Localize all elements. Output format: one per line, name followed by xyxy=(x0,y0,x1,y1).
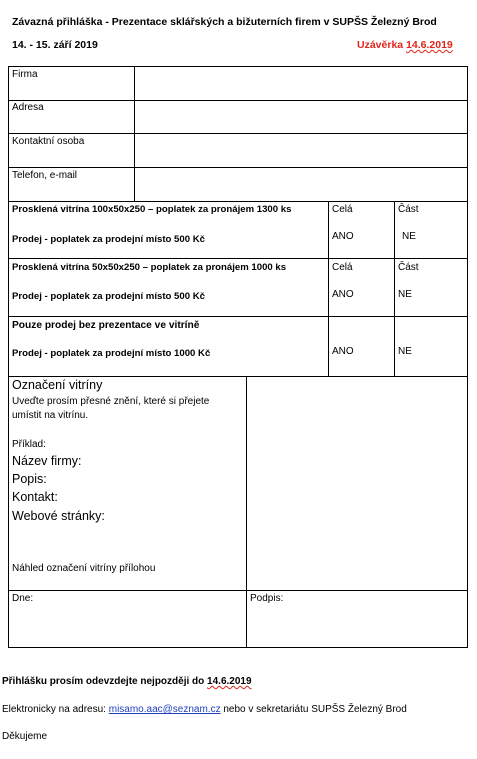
option-large-vitrine-sale: Prodej - poplatek za prodejní místo 500 Kč xyxy=(12,234,205,245)
electronic-submission xyxy=(2,704,407,715)
thanks-text: Děkujeme xyxy=(2,731,48,742)
event-dates: 14. - 15. září 2019 xyxy=(12,39,98,51)
firm-field[interactable] xyxy=(135,67,467,100)
date-label: Dne: xyxy=(12,593,34,604)
deadline xyxy=(357,39,453,51)
contact-person-label: Kontaktní osoba xyxy=(12,136,85,147)
example-description: Popis: xyxy=(12,472,47,486)
preview-note: Náhled označení vitríny přílohou xyxy=(12,563,156,574)
option-large-part-header: Část xyxy=(398,204,419,215)
return-date: 14.6.2019 xyxy=(207,676,252,687)
firm-label: Firma xyxy=(12,69,38,80)
option-small-whole-value[interactable]: ANO xyxy=(332,289,354,300)
option-sale-only-no-value[interactable]: NE xyxy=(398,346,412,357)
deadline-label: Uzávěrka xyxy=(357,39,404,51)
option-small-vitrine-title: Prosklená vitrína 50x50x250 – poplatek za pronájem 1000 ks xyxy=(12,262,287,273)
marking-instruction-line2: umístit na vitrínu. xyxy=(12,410,89,421)
electronic-prefix: Elektronicky na adresu: xyxy=(2,704,106,715)
option-small-part-value[interactable]: NE xyxy=(398,289,412,300)
contact-person-field[interactable] xyxy=(135,134,467,167)
option-small-part-header: Část xyxy=(398,262,419,273)
marking-text-field[interactable] xyxy=(247,377,467,590)
phone-email-label: Telefon, e-mail xyxy=(12,170,78,181)
option-sale-only-sale: Prodej - poplatek za prodejní místo 1000 Kč xyxy=(12,348,211,359)
return-text: Přihlášku prosím odevzdejte nejpozději do xyxy=(2,676,205,687)
address-field[interactable] xyxy=(135,101,467,133)
option-large-whole-header: Celá xyxy=(332,204,353,215)
option-small-whole-header: Celá xyxy=(332,262,353,273)
option-large-vitrine-title: Prosklená vitrína 100x50x250 – poplatek za pronájem 1300 ks xyxy=(12,204,292,215)
date-field[interactable] xyxy=(9,591,246,647)
address-label: Adresa xyxy=(12,102,44,113)
email-link[interactable]: misamo.aac@seznam.cz xyxy=(108,704,221,715)
option-large-part-value[interactable]: NE xyxy=(402,231,416,242)
example-firm-name: Název firmy: xyxy=(12,454,82,468)
example-website: Webové stránky: xyxy=(12,509,105,523)
return-instruction xyxy=(2,676,252,687)
form-title: Závazná přihláška - Prezentace sklářských a bižuterních firem v SUPŠS Železný Brod xyxy=(12,16,437,28)
example-label: Příklad: xyxy=(12,439,46,450)
option-small-vitrine-sale: Prodej - poplatek za prodejní místo 500 Kč xyxy=(12,291,205,302)
marking-heading: Označení vitríny xyxy=(12,378,103,392)
option-large-whole-value[interactable]: ANO xyxy=(332,231,354,242)
phone-email-field[interactable] xyxy=(135,168,467,201)
electronic-suffix: nebo v sekretariátu SUPŠS Železný Brod xyxy=(220,704,407,715)
signature-field[interactable] xyxy=(247,591,467,647)
option-sale-only-yes-value[interactable]: ANO xyxy=(332,346,354,357)
signature-label: Podpis: xyxy=(250,593,284,604)
option-sale-only-title: Pouze prodej bez prezentace ve vitríně xyxy=(12,320,200,331)
marking-instruction-line1: Uveďte prosím přesné znění, které si přejete xyxy=(12,396,210,407)
example-contact: Kontakt: xyxy=(12,490,58,504)
deadline-date: 14.6.2019 xyxy=(406,39,453,51)
